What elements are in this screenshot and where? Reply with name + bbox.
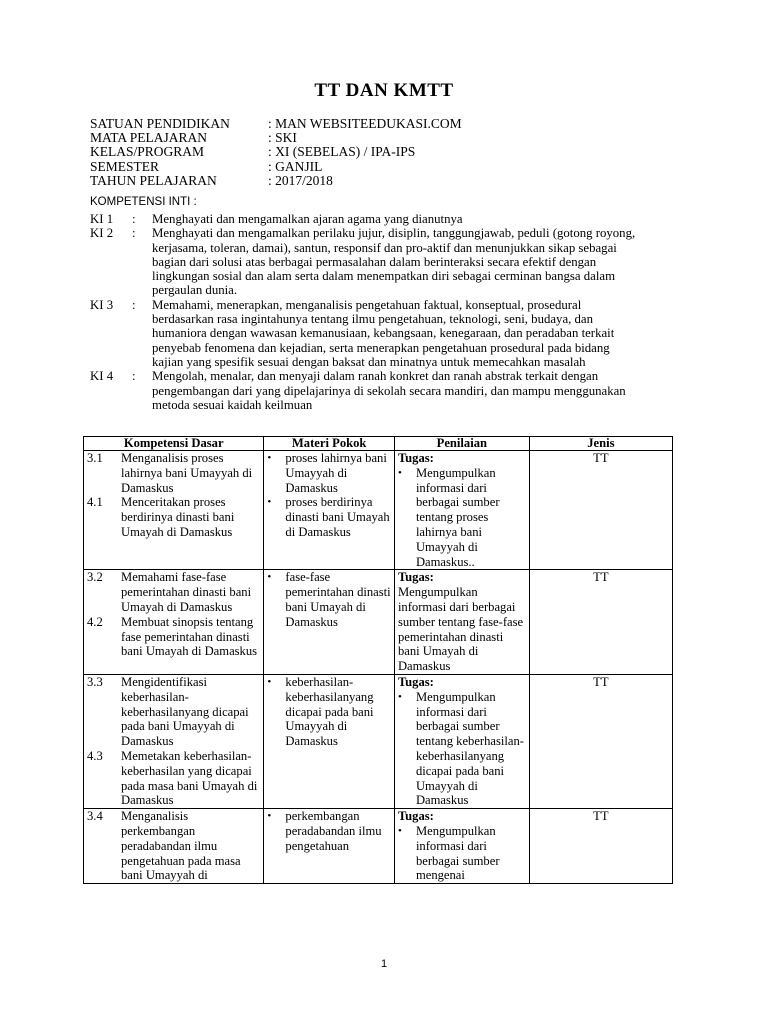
info-key: SEMESTER [90,158,160,174]
kd-text: Mengidentifikasi keberhasilan-keberhasilanyang dicapai pada bani Umayyah di Damaskus [121,674,249,749]
penilaian-item [398,466,526,570]
jenis-cell: TT [529,674,672,808]
bullet-icon: • [267,452,272,464]
table-header-row [84,437,673,451]
info-value: : SKI [268,130,297,146]
info-key: MATA PELAJARAN [90,130,208,146]
kd-number: 4.2 [87,614,103,629]
kd-cell [84,451,264,570]
penilaian-text: Mengumpulkan informasi dari berbagai sumber mengenai [415,823,500,883]
document-title: TT DAN KMTT [314,80,454,101]
identity-block [90,117,462,188]
penilaian-text: Mengumpulkan informasi dari berbagai sumber tentang proses lahirnya bani Umayyah di Damaskus.. [415,465,500,569]
ki-colon: : [132,297,136,312]
tugas-label: Tugas: [397,809,434,824]
kd-text: Menceritakan proses berdirinya dinasti bani Umayah di Damaskus [121,495,235,539]
materi-cell [264,674,395,808]
info-key: SATUAN PENDIDIKAN [90,116,230,131]
kd-item [87,809,260,883]
kd-text: Memahami fase-fase pemerintahan dinasti bani Umayah di Damaskus [121,570,252,614]
kd-number: 3.4 [87,809,103,824]
bullet-icon: • [397,824,402,837]
materi-text: fase-fase pemerintahan dinasti bani Umayah di Damaskus [285,570,391,629]
bullet-icon: • [397,466,402,479]
materi-cell [264,570,395,675]
kd-text: Menganalisis perkembangan peradabandan ilmu pengetahuan pada masa bani Umayyah di [121,809,241,883]
ki-heading: KOMPETENSI INTI : [90,196,197,208]
header-materi-pokok: Materi Pokok [264,437,395,451]
penilaian-text: Mengumpulkan informasi dari berbagai sumber tentang keberhasilan-keberhasilanyang dicapai pada bani Umayyah di Damaskus [415,689,524,808]
penilaian-cell [394,809,529,884]
info-value: : MAN WEBSITEEDUKASI.COM [268,116,462,131]
table-row [84,809,673,884]
info-key: KELAS/PROGRAM [90,144,205,160]
tugas-label: Tugas: [397,451,434,465]
penilaian-cell [394,674,529,808]
materi-item [267,570,391,629]
penilaian-item [398,824,526,883]
materi-text: perkembangan peradabandan ilmu pengetahuan [285,809,382,853]
kd-number: 4.3 [87,748,103,763]
table-row [84,674,673,808]
kd-text: Membuat sinopsis tentang fase pemerintahan dinasti bani Umayah di Damaskus [121,614,258,659]
materi-text: proses lahirnya bani Umayyah di Damaskus [285,451,387,495]
ki-item [90,226,690,297]
kd-item [87,451,260,495]
ki-colon: : [132,369,136,384]
jenis-cell: TT [529,570,672,675]
kd-item [87,749,260,808]
bullet-icon: • [267,496,272,509]
kd-number: 3.2 [87,570,103,585]
kd-cell [84,674,264,808]
materi-text: keberhasilan-keberhasilanyang dicapai pada bani Umayyah di Damaskus [285,674,374,749]
ki-text: Menghayati dan mengamalkan ajaran agama yang dianutnya [152,212,463,226]
table-row [84,451,673,570]
tugas-label: Tugas: [397,674,434,689]
kd-text: Memetakan keberhasilan-keberhasilan yang dicapai pada masa bani Umayah di Damaskus [121,748,258,808]
materi-item [267,451,391,495]
ki-number: KI 2 [90,226,114,241]
info-row [90,117,462,131]
info-value: : XI (SEBELAS) / IPA-IPS [268,144,416,160]
materi-item [267,675,391,749]
penilaian-cell [394,570,529,675]
kd-number: 3.1 [87,451,103,465]
bullet-icon: • [267,810,272,823]
kd-number: 3.3 [87,674,103,689]
ki-item [90,298,690,369]
kd-item [87,495,260,539]
bullet-icon: • [267,675,272,688]
info-row [90,160,462,174]
ki-list [90,212,690,412]
materi-cell [264,809,395,884]
ki-number: KI 4 [90,369,114,384]
ki-item [90,369,690,412]
ki-text: Memahami, menerapkan, menganalisis pengetahuan faktual, konseptual, prosedural berdasarkan rasa ingintahunya tentang ilmu pengetahuan, teknologi, seni, budaya, dan humaniora dengan wawasan kemanusiaan, kebangsaan, kenegaraan, dan peradaban terkait penyebab fenomena dan kejadian, serta menerapkan pengetahuan prosedural pada bidang kajian yang spesifik sesuai dengan baksat dan minatnya untuk memecahkan masalah [152,297,615,369]
info-value: : 2017/2018 [268,172,333,188]
ki-text: Menghayati dan mengamalkan perilaku jujur, disiplin, tanggungjawab, peduli (gotong royong, kerjasama, toleran, damai), santun, responsif dan pro-aktif dan menunjukkan sikap sebagai bagian dari solusi atas berbagai permasalahan dalam berinteraksi secara efektif dengan lingkungan sosial dan alam serta dalam menempatkan diri sebagai cerminan bangsa dalam pergaulan dunia. [152,226,636,298]
kd-table [83,436,673,884]
penilaian-item [398,690,526,808]
ki-item [90,212,690,226]
kd-item [87,615,260,659]
jenis-cell: TT [529,451,672,570]
header-kompetensi-dasar: Kompetensi Dasar [84,437,264,451]
tugas-label: Tugas: [397,570,434,585]
penilaian-cell [394,451,529,570]
materi-item [267,809,391,853]
materi-item [267,495,391,539]
info-row [90,131,462,145]
ki-number: KI 3 [90,297,114,312]
ki-colon: : [132,212,136,226]
materi-text: proses berdirinya dinasti bani Umayah di Damaskus [285,495,390,539]
kd-cell [84,809,264,884]
table-row [84,570,673,675]
ki-colon: : [132,226,136,241]
info-value: : GANJIL [268,158,323,174]
kd-item [87,570,260,614]
penilaian-text: Mengumpulkan informasi dari berbagai sumber tentang fase-fase pemerintahan dinasti bani Umayah di Damaskus [397,585,524,674]
info-key: TAHUN PELAJARAN [90,172,217,188]
header-jenis: Jenis [529,437,672,451]
ki-number: KI 1 [90,212,114,226]
materi-cell [264,451,395,570]
header-penilaian: Penilaian [394,437,529,451]
bullet-icon: • [397,690,402,703]
kd-number: 4.1 [87,495,103,510]
info-row [90,145,462,159]
kd-cell [84,570,264,675]
kd-text: Menganalisis proses lahirnya bani Umayyah di Damaskus [121,451,253,495]
jenis-cell: TT [529,809,672,884]
ki-text: Mengolah, menalar, dan menyaji dalam ranah konkret dan ranah abstrak terkait dengan pengembangan dari yang dipelajarinya di sekolah secara mandiri, dan mampu menggunakan metoda sesuai kaidah keilmuan [152,369,626,412]
bullet-icon: • [267,571,272,584]
kd-item [87,675,260,749]
page-number: 1 [380,958,388,970]
info-row [90,174,462,188]
